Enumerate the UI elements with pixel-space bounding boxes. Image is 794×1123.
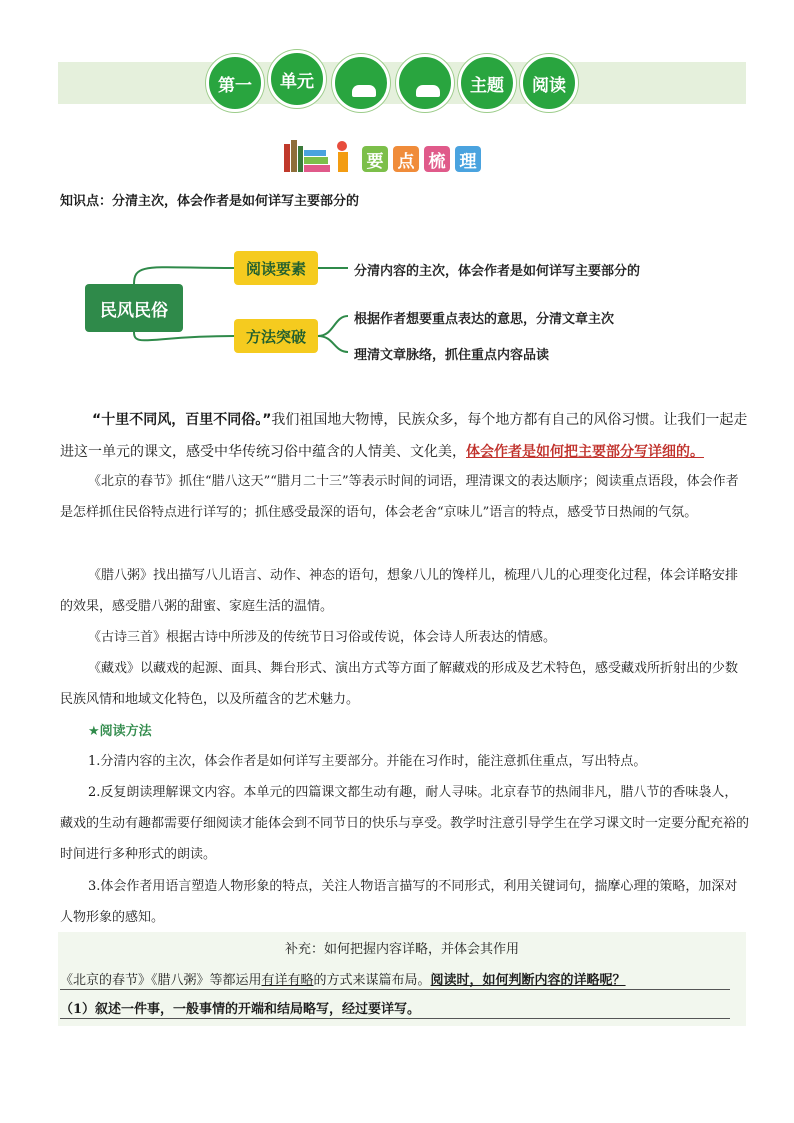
method-item: 3.体会作者用语言塑造人物形象的特点，关注人物语言描写的不同形式，利用关键词句，揣摩心理的策略，加深对人物形象的感知。 [60, 879, 738, 925]
lesson-paragraph: 《古诗三首》根据古诗中所涉及的传统节日习俗或传说，体会诗人所表达的情感。 [88, 630, 557, 645]
mindmap-branch-method [234, 319, 318, 353]
supplement-text: 的方式来谋篇布局。 [313, 973, 431, 988]
supplement-box [58, 932, 746, 1026]
method-item: 2.反复朗读理解课文内容。本单元的四篇课文都生动有趣，耐人寻味。北京春节的热闹非凡，腊八节的香味袅人，藏戏的生动有趣都需要仔细阅读才能体会到不同节日的快乐与享受。教学时注意引导学生在学习课文时一定要分配充裕的时间进行多种形式的朗读。 [60, 785, 750, 862]
divider [60, 989, 730, 990]
mindmap-branch-reading [234, 251, 318, 285]
divider [60, 1018, 730, 1019]
intro-quote: “十里不同风，百里不同俗。” [92, 412, 272, 428]
mindmap-connectors [0, 0, 794, 400]
header-circle-label: 阅读 [532, 75, 566, 96]
intro-text: 我们祖国地大物博，民族众多，每个地方都有自己的风俗习惯。让我们一起走进这一单元的课文，感受中华传统习俗中蕴含的人情美、文化美， [60, 412, 748, 460]
header-circle-label: 主题 [470, 75, 504, 96]
mindmap-leaf: 分清内容的主次，体会作者是如何详写主要部分的 [354, 264, 641, 279]
supplement-text: 《北京的春节》《腊八粥》等都运用 [60, 973, 262, 988]
supplement-line-2: （1）叙述一件事，一般事情的开端和结局略写，经过要详写。 [60, 1002, 421, 1017]
supplement-question: 阅读时，如何判断内容的详略呢？ [430, 973, 626, 988]
intro-highlight: 体会作者是如何把主要部分写详细的。 [466, 444, 704, 460]
lesson-paragraph: 《藏戏》以藏戏的起源、面具、舞台形式、演出方式等方面了解藏戏的形成及艺术特色，感受藏戏所折射出的少数民族风情和地域文化特色，以及所蕴含的艺术魅力。 [60, 661, 739, 707]
mindmap-branch-label: 方法突破 [245, 327, 306, 346]
lesson-paragraph: 《腊八粥》找出描写八儿语言、动作、神态的语句，想象八儿的馋样儿，梳理八儿的心理变化过程，体会详略安排的效果，感受腊八粥的甜蜜、家庭生活的温情。 [60, 568, 739, 614]
header-circle-label: 第一 [218, 75, 252, 96]
supplement-underlined: 有详有略 [261, 973, 314, 988]
supplement-title: 补充：如何把握内容详略，并体会其作用 [284, 942, 519, 957]
title-char-label: 梳 [428, 151, 446, 172]
mindmap-root [85, 284, 183, 332]
knowledge-point: 知识点：分清主次，体会作者是如何详写主要部分的 [60, 194, 360, 209]
mindmap-leaf: 理清文章脉络，抓住重点内容品读 [354, 348, 550, 363]
supplement-line-1 [60, 969, 626, 988]
method-item: 1.分清内容的主次，体会作者是如何详写主要部分。并能在习作时，能注意抓住重点，写出特点。 [88, 754, 647, 769]
mindmap-leaf: 根据作者想要重点表达的意思，分清文章主次 [354, 312, 615, 327]
title-char-label: 要 [366, 151, 384, 172]
header-circle-label: 单元 [280, 71, 314, 92]
mindmap-root-label: 民风民俗 [100, 300, 168, 321]
title-char-label: 点 [397, 151, 415, 172]
title-char-label: 理 [459, 151, 477, 172]
method-heading: ★阅读方法 [88, 724, 152, 739]
mindmap-branch-label: 阅读要素 [245, 259, 306, 278]
intro-paragraph [60, 404, 750, 468]
lesson-paragraph: 《北京的春节》抓住“腊八这天”“腊月二十三”等表示时间的词语，理清课文的表达顺序；阅读重点语段，体会作者是怎样抓住民俗特点进行详写的；抓住感受最深的语句，体会老舍“京味儿”语言的特点，感受节日热闹的气氛。 [60, 474, 739, 520]
